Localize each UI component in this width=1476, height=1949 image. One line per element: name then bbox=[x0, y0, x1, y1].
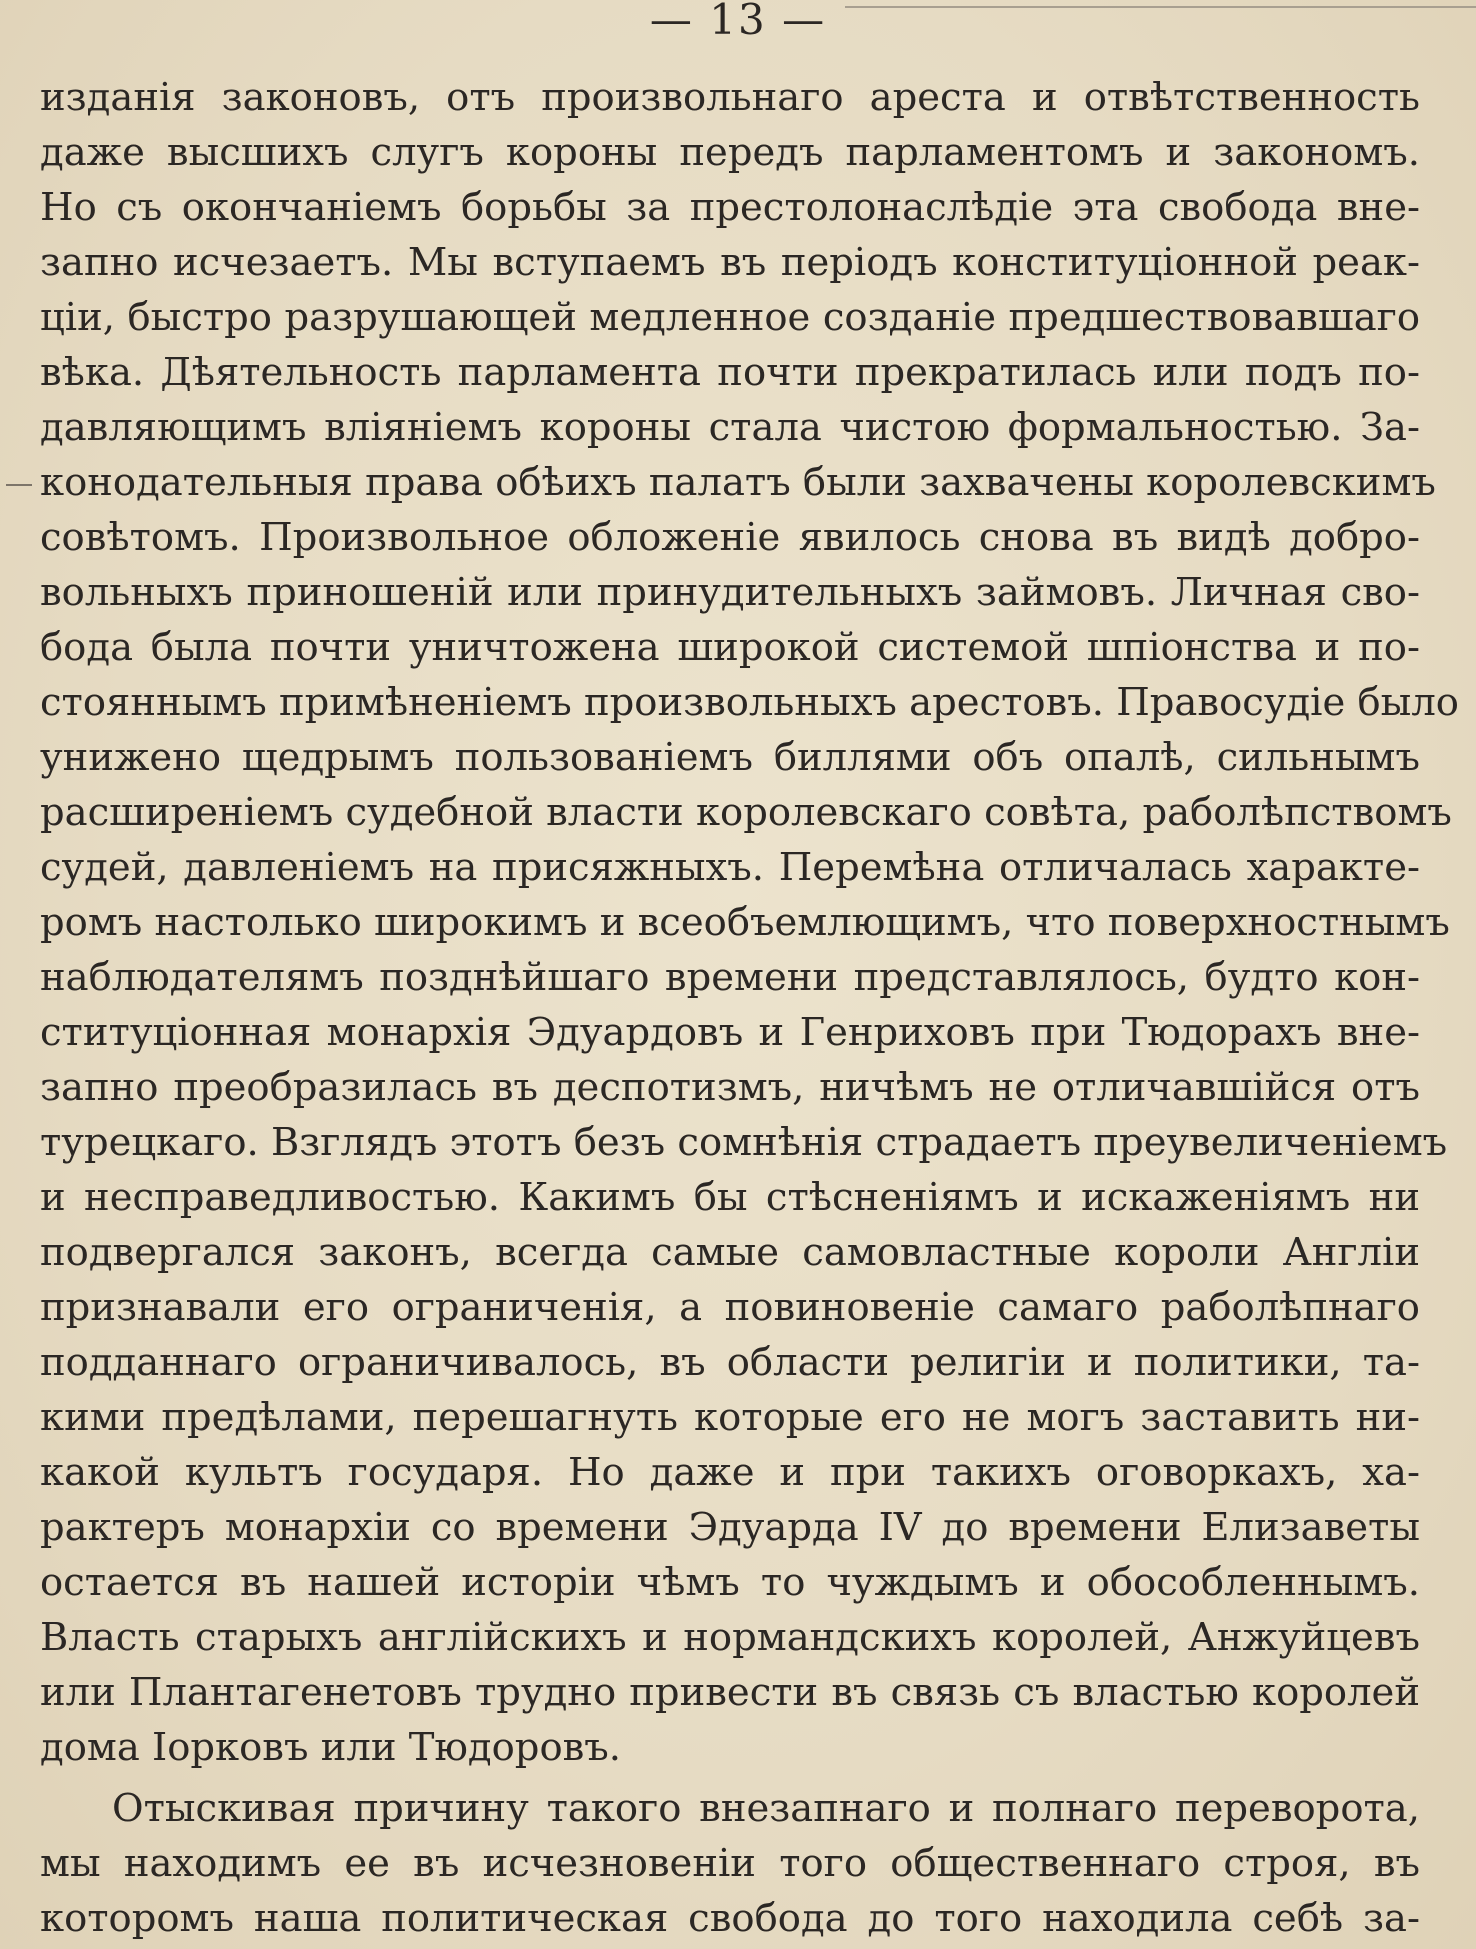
text-line: и несправедливостью. Какимъ бы стѣсненіямъ и искаженіямъ ни bbox=[40, 1175, 1420, 1220]
text-line: запно преобразилась въ деспотизмъ, ничѣмъ не отличавшійся отъ bbox=[40, 1065, 1420, 1110]
text-line: ституціонная монархія Эдуардовъ и Генриховъ при Тюдорахъ вне- bbox=[40, 1010, 1420, 1055]
margin-mark bbox=[6, 484, 32, 486]
text-line: признавали его ограниченія, а повиновеніе самаго раболѣпнаго bbox=[40, 1285, 1420, 1330]
text-line: даже высшихъ слугъ короны передъ парламентомъ и закономъ. bbox=[40, 130, 1420, 175]
text-line: Но съ окончаніемъ борьбы за престолонаслѣдіе эта свобода вне- bbox=[40, 185, 1420, 230]
text-line: конодательныя права обѣихъ палатъ были захвачены королевскимъ bbox=[40, 460, 1436, 505]
body-text bbox=[40, 70, 1459, 1946]
text-line: давляющимъ вліяніемъ короны стала чистою формальностью. За- bbox=[40, 405, 1420, 450]
text-line: совѣтомъ. Произвольное обложеніе явилось снова въ видѣ добро- bbox=[40, 515, 1420, 560]
text-line: кими предѣлами, перешагнуть которые его не могъ заставить ни- bbox=[40, 1395, 1420, 1440]
paragraph-1 bbox=[40, 70, 1459, 1775]
text-line: мы находимъ ее въ исчезновеніи того общественнаго строя, въ bbox=[40, 1841, 1420, 1886]
text-line: вѣка. Дѣятельность парламента почти прекратилась или подъ по- bbox=[40, 350, 1420, 395]
text-line: подданнаго ограничивалось, въ области религіи и политики, та- bbox=[40, 1340, 1420, 1385]
text-line: дома Іорковъ или Тюдоровъ. bbox=[40, 1725, 622, 1770]
text-line: изданія законовъ, отъ произвольнаго ареста и отвѣтственность bbox=[40, 75, 1420, 120]
text-line: рактеръ монархіи со времени Эдуарда IV до времени Елизаветы bbox=[40, 1505, 1420, 1550]
text-line: подвергался законъ, всегда самые самовластные короли Англіи bbox=[40, 1230, 1420, 1275]
text-line: унижено щедрымъ пользованіемъ биллями объ опалѣ, сильнымъ bbox=[40, 735, 1420, 780]
text-line: запно исчезаетъ. Мы вступаемъ въ періодъ конституціонной реак- bbox=[40, 240, 1420, 285]
text-line: ромъ настолько широкимъ и всеобъемлющимъ, что поверхностнымъ bbox=[40, 900, 1450, 945]
text-line: бода была почти уничтожена широкой системой шпіонства и по- bbox=[40, 625, 1420, 670]
text-line: Отыскивая причину такого внезапнаго и полнаго переворота, bbox=[112, 1786, 1420, 1831]
text-line: судей, давленіемъ на присяжныхъ. Перемѣна отличалась характе- bbox=[40, 845, 1420, 890]
text-line: ціи, быстро разрушающей медленное созданіе предшествовавшаго bbox=[40, 295, 1420, 340]
text-line: стояннымъ примѣненіемъ произвольныхъ арестовъ. Правосудіе было bbox=[40, 680, 1459, 725]
text-line: вольныхъ приношеній или принудительныхъ займовъ. Личная сво- bbox=[40, 570, 1420, 615]
text-line: Власть старыхъ англійскихъ и нормандскихъ королей, Анжуйцевъ bbox=[40, 1615, 1420, 1660]
text-line: остается въ нашей исторіи чѣмъ то чуждымъ и обособленнымъ. bbox=[40, 1560, 1420, 1605]
page-number: — 13 — bbox=[649, 0, 827, 36]
text-line: которомъ наша политическая свобода до того находила себѣ за- bbox=[40, 1896, 1420, 1941]
paragraph-2 bbox=[40, 1781, 1420, 1946]
text-line: наблюдателямъ позднѣйшаго времени представлялось, будто кон- bbox=[40, 955, 1420, 1000]
text-line: турецкаго. Взглядъ этотъ безъ сомнѣнія страдаетъ преувеличеніемъ bbox=[40, 1120, 1448, 1165]
text-line: расширеніемъ судебной власти королевскаго совѣта, раболѣпствомъ bbox=[40, 790, 1452, 835]
text-line: какой культъ государя. Но даже и при такихъ оговоркахъ, ха- bbox=[40, 1450, 1420, 1495]
text-line: или Плантагенетовъ трудно привести въ связь съ властью королей bbox=[40, 1670, 1420, 1715]
